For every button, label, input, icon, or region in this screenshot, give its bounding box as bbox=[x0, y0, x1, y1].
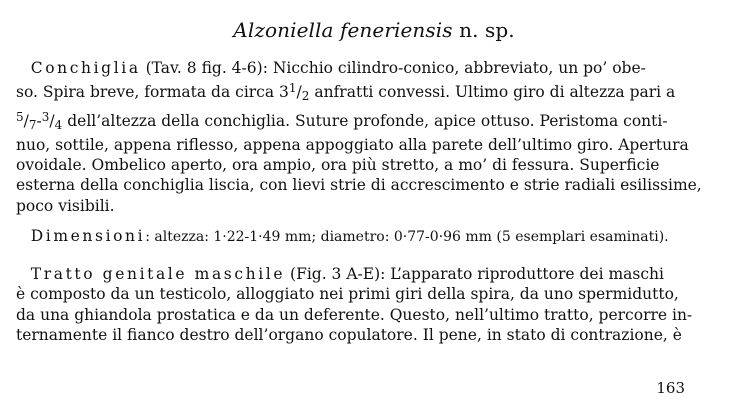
conchiglia-line-4: nuo, sottile, appena riflesso, appena appoggiato alla parete dell’ultimo giro. Apertura bbox=[16, 135, 689, 154]
conchiglia-line-3: $^5$/7-$^3$/4 dell’altezza della conchiglia. Suture profonde, apice ottuso. Peristoma conti- bbox=[16, 109, 668, 132]
species-title bbox=[0, 18, 748, 42]
conchiglia-line-7: poco visibili. bbox=[16, 196, 115, 215]
tratto-line-3: da una ghiandola prostatica e da un deferente. Questo, nell’ultimo tratto, percorre in- bbox=[16, 305, 693, 324]
tratto-line-1: Tratto genitale maschile (Fig. 3 A-E): L’apparato riproduttore dei maschi bbox=[30, 265, 664, 283]
conchiglia-line-1: Conchiglia (Tav. 8 fig. 4-6): Nicchio cilindro-conico, abbreviato, un po’ obe- bbox=[30, 59, 646, 77]
tratto-heading: Tratto genitale maschile bbox=[30, 265, 286, 283]
tratto-line-4: ternamente il fianco destro dell’organo copulatore. Il pene, in stato di contrazione, è bbox=[16, 325, 682, 344]
tratto-paragraph bbox=[16, 264, 693, 345]
dimensioni-paragraph bbox=[16, 226, 690, 247]
conchiglia-line-6: esterna della conchiglia liscia, con lievi strie di accrescimento e strie radiali esilissime, bbox=[16, 176, 702, 195]
species-name: Alzoniella feneriensis bbox=[233, 18, 453, 42]
conchiglia-heading: Conchiglia bbox=[30, 59, 141, 77]
page-number: 163 bbox=[656, 379, 685, 397]
new-species-mark: n. sp. bbox=[452, 18, 515, 42]
conchiglia-paragraph bbox=[16, 58, 702, 216]
tratto-line-2: è composto da un testicolo, alloggiato nei primi giri della spira, da uno spermidutto, bbox=[16, 285, 679, 304]
conchiglia-line-2: so. Spira breve, formata da circa $3^1/2$ anfratti convessi. Ultimo giro di altezza pari a bbox=[16, 81, 676, 104]
dimensioni-heading: Dimensioni bbox=[30, 227, 146, 245]
conchiglia-line-5: ovoidale. Ombelico aperto, ora ampio, ora più stretto, a mo’ di fessura. Superficie bbox=[16, 156, 660, 175]
dimensioni-text: : altezza: 1·22-1·49 mm; diametro: 0·77-0·96 mm (5 esemplari esaminati). bbox=[145, 229, 669, 245]
